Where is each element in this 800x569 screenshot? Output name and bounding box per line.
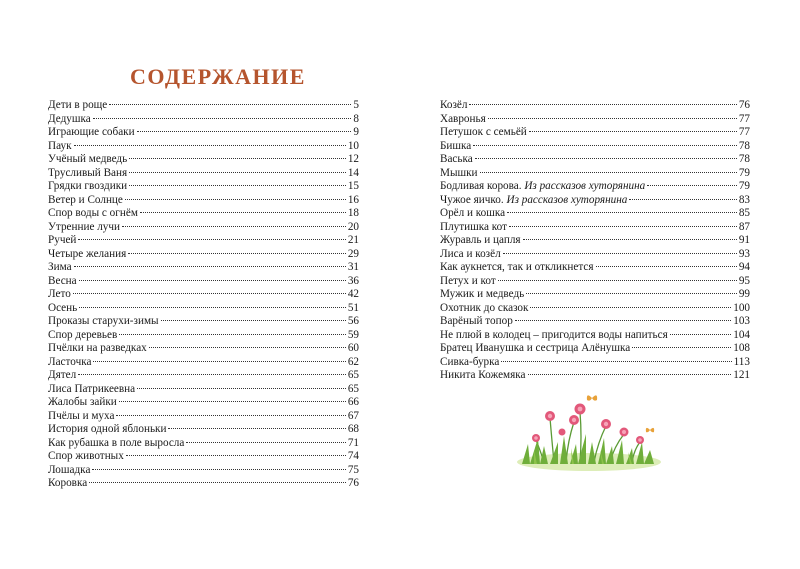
toc-column-left: [48, 99, 359, 491]
toc-entry-title: Трусливый Ваня: [48, 166, 128, 179]
toc-entry-title: Грядки гвоздики: [48, 180, 128, 192]
dot-leader: [129, 172, 346, 173]
toc-entry: [48, 248, 359, 262]
toc-entry-page: 14: [347, 166, 359, 179]
toc-entry-page: 60: [347, 342, 359, 354]
toc-entry-page: 66: [347, 396, 359, 408]
toc-entry-subtitle: Из рассказов хуторянина: [506, 193, 628, 206]
toc-entry: [440, 369, 750, 383]
toc-entry-title: Зима: [48, 261, 72, 273]
toc-entry: [48, 153, 359, 167]
toc-entry-title: Лето: [48, 288, 71, 300]
toc-entry-page: 65: [347, 382, 359, 395]
toc-entry-title: Лиса и козёл: [440, 247, 501, 260]
dot-leader: [498, 280, 737, 281]
toc-entry: [440, 261, 750, 275]
dot-leader: [503, 253, 737, 254]
dot-leader: [137, 388, 346, 389]
toc-entry-title: Ветер и Солнце: [48, 193, 123, 206]
dot-leader: [116, 415, 345, 416]
toc-entry: [440, 356, 750, 370]
toc-entry: [48, 221, 359, 235]
dot-leader: [528, 374, 732, 375]
toc-entry: [48, 167, 359, 181]
toc-entry-page: 8: [353, 112, 359, 125]
dot-leader: [140, 212, 346, 213]
toc-entry: [440, 288, 750, 302]
toc-entry: [440, 153, 750, 167]
dot-leader: [89, 482, 346, 483]
toc-entry-title: Бишка: [440, 139, 472, 152]
toc-entry: [48, 369, 359, 383]
dot-leader: [126, 455, 346, 456]
toc-entry-title: Дети в роще: [48, 99, 108, 111]
dot-leader: [480, 172, 737, 173]
toc-entry-title: Петушок с семьёй: [440, 126, 527, 138]
toc-entry: [440, 329, 750, 343]
toc-entry: [48, 396, 359, 410]
toc-entry: [440, 180, 750, 194]
toc-entry-page: 99: [738, 288, 750, 300]
toc-entry-title: Петух и кот: [440, 274, 496, 287]
toc-entry-title: Варёный топор: [440, 315, 513, 327]
toc-entry-page: 65: [347, 369, 359, 381]
toc-entry: [48, 261, 359, 275]
toc-entry-title: Сивка-бурка: [440, 355, 500, 368]
toc-entry-page: 76: [738, 99, 750, 111]
toc-entry-page: 77: [738, 112, 750, 125]
dot-leader: [129, 185, 346, 186]
dot-leader: [526, 293, 737, 294]
toc-entry: [440, 207, 750, 221]
toc-entry-page: 85: [738, 207, 750, 219]
toc-entry-page: 121: [733, 369, 750, 381]
toc-entry: [440, 248, 750, 262]
toc-entry-page: 67: [347, 409, 359, 422]
toc-entry-page: 9: [353, 126, 359, 138]
toc-entry: [440, 126, 750, 140]
toc-entry-title: Мышки: [440, 166, 478, 179]
toc-entry-page: 56: [347, 315, 359, 327]
toc-entry-page: 42: [347, 288, 359, 300]
toc-entry-page: 93: [738, 247, 750, 260]
flower-meadow-illustration: [514, 392, 664, 472]
dot-leader: [119, 334, 346, 335]
toc-entry-page: 20: [347, 220, 359, 233]
toc-entry: [440, 113, 750, 127]
toc-entry: [48, 410, 359, 424]
toc-entry-page: 79: [738, 180, 750, 192]
dot-leader: [596, 266, 737, 267]
toc-entry: [48, 315, 359, 329]
toc-entry-title: Лиса Патрикеевна: [48, 382, 136, 395]
toc-entry: [440, 275, 750, 289]
dot-leader: [168, 428, 345, 429]
toc-entry-title: Четыре желания: [48, 247, 127, 260]
dot-leader: [647, 185, 737, 186]
dot-leader: [73, 293, 346, 294]
toc-entry-title: Спор животных: [48, 450, 124, 462]
toc-entry-page: 113: [733, 355, 750, 368]
toc-entry-title: Бодливая корова. Из рассказов хуторянина: [440, 180, 646, 192]
dot-leader: [509, 226, 737, 227]
toc-entry-title: Весна: [48, 274, 77, 287]
toc-entry: [48, 126, 359, 140]
dot-leader: [109, 104, 351, 105]
toc-entry-page: 91: [738, 234, 750, 246]
toc-entry: [48, 288, 359, 302]
toc-entry: [48, 113, 359, 127]
toc-entry-page: 95: [738, 274, 750, 287]
toc-entry-page: 68: [347, 423, 359, 435]
toc-entry-page: 83: [738, 193, 750, 206]
toc-entry-title: Мужик и медведь: [440, 288, 525, 300]
toc-entry-title: Пчёлы и муха: [48, 409, 115, 422]
toc-entry-page: 59: [347, 328, 359, 341]
dot-leader: [488, 118, 737, 119]
page-title: СОДЕРЖАНИЕ: [130, 64, 306, 89]
dot-leader: [125, 199, 346, 200]
dot-leader: [74, 266, 346, 267]
dot-leader: [161, 320, 346, 321]
toc-entry: [440, 221, 750, 235]
toc-entry-title: Паук: [48, 139, 72, 152]
dot-leader: [632, 347, 731, 348]
dot-leader: [507, 212, 737, 213]
toc-entry-title: Козёл: [440, 99, 468, 111]
toc-entry-title: Спор деревьев: [48, 328, 118, 341]
toc-entry-title: Не плюй в колодец – пригодится воды напиться: [440, 328, 668, 341]
toc-entry-title: Никита Кожемяка: [440, 369, 526, 381]
dot-leader: [469, 104, 736, 105]
dot-leader: [530, 307, 731, 308]
toc-entry-page: 108: [733, 342, 750, 354]
toc-entry-page: 76: [347, 477, 359, 489]
toc-entry-title: Учёный медведь: [48, 153, 128, 165]
toc-entry-page: 15: [347, 180, 359, 192]
toc-entry-page: 71: [347, 436, 359, 449]
dot-leader: [79, 280, 346, 281]
dot-leader: [128, 253, 346, 254]
toc-entry-page: 104: [733, 328, 750, 341]
toc-entry-title: Братец Иванушка и сестрица Алёнушка: [440, 342, 631, 354]
toc-entry: [48, 234, 359, 248]
dot-leader: [119, 401, 346, 402]
toc-column-right: [440, 99, 750, 383]
toc-entry: [48, 99, 359, 113]
toc-entry-subtitle: Из рассказов хуторянина: [524, 180, 646, 192]
toc-entry: [440, 140, 750, 154]
toc-entry-title: Васька: [440, 153, 473, 165]
flower-icon: [532, 404, 644, 445]
toc-entry-title: История одной яблоньки: [48, 423, 167, 435]
toc-entry-page: 78: [738, 153, 750, 165]
toc-entry-page: 18: [347, 207, 359, 219]
toc-entry: [48, 477, 359, 491]
toc-entry-page: 94: [738, 261, 750, 273]
toc-entry: [48, 275, 359, 289]
dot-leader: [129, 158, 346, 159]
toc-entry: [440, 234, 750, 248]
toc-entry-page: 21: [347, 234, 359, 246]
toc-entry: [440, 302, 750, 316]
toc-entry-title: Ласточка: [48, 355, 92, 368]
toc-entry-title: Играющие собаки: [48, 126, 135, 138]
dot-leader: [149, 347, 346, 348]
dot-leader: [629, 199, 736, 200]
toc-entry-page: 78: [738, 139, 750, 152]
dot-leader: [93, 118, 352, 119]
toc-entry: [440, 167, 750, 181]
dot-leader: [92, 469, 345, 470]
toc-entry: [48, 302, 359, 316]
dot-leader: [79, 307, 346, 308]
toc-entry: [440, 99, 750, 113]
dot-leader: [74, 145, 346, 146]
toc-entry-page: 77: [738, 126, 750, 138]
toc-entry-title: Спор воды с огнём: [48, 207, 138, 219]
dot-leader: [186, 442, 345, 443]
toc-entry: [48, 140, 359, 154]
toc-entry-title: Как рубашка в поле выросла: [48, 436, 185, 449]
dot-leader: [78, 374, 346, 375]
butterfly-icon: [587, 395, 654, 432]
toc-entry-title: Ручей: [48, 234, 77, 246]
dot-leader: [523, 239, 737, 240]
toc-entry: [48, 329, 359, 343]
toc-entry: [48, 383, 359, 397]
toc-entry-page: 87: [738, 220, 750, 233]
toc-entry: [48, 437, 359, 451]
dot-leader: [473, 145, 737, 146]
dot-leader: [515, 320, 731, 321]
toc-entry-page: 29: [347, 247, 359, 260]
toc-entry: [48, 464, 359, 478]
toc-entry-title: Проказы старухи-зимы: [48, 315, 159, 327]
toc-entry-page: 103: [733, 315, 750, 327]
toc-entry-page: 74: [347, 450, 359, 462]
toc-entry: [48, 207, 359, 221]
toc-entry-title: Осень: [48, 301, 78, 314]
dot-leader: [93, 361, 345, 362]
toc-entry: [48, 342, 359, 356]
toc-entry-page: 75: [347, 463, 359, 476]
toc-entry-title: Плутишка кот: [440, 220, 507, 233]
toc-entry-page: 12: [347, 153, 359, 165]
toc-entry-title: Утренние лучи: [48, 220, 121, 233]
toc-entry-title: Журавль и цапля: [440, 234, 521, 246]
toc-entry-page: 51: [347, 301, 359, 314]
toc-entry-title: Дятел: [48, 369, 77, 381]
toc-entry-page: 100: [733, 301, 750, 314]
toc-entry: [48, 356, 359, 370]
toc-entry-title: Орёл и кошка: [440, 207, 506, 219]
toc-entry-page: 10: [347, 139, 359, 152]
toc-entry-title: Жалобы зайки: [48, 396, 117, 408]
dot-leader: [475, 158, 737, 159]
toc-entry: [440, 315, 750, 329]
dot-leader: [501, 361, 731, 362]
toc-entry-title: Как аукнется, так и откликнется: [440, 261, 594, 273]
dot-leader: [529, 131, 737, 132]
dot-leader: [670, 334, 731, 335]
toc-entry-title: Хавронья: [440, 112, 486, 125]
dot-leader: [78, 239, 345, 240]
toc-entry-title: Лошадка: [48, 463, 91, 476]
toc-entry: [440, 194, 750, 208]
toc-entry-title: Чужое яичко. Из рассказов хуторянина: [440, 193, 628, 206]
toc-entry: [48, 450, 359, 464]
toc-entry-page: 62: [347, 355, 359, 368]
toc-entry-page: 31: [347, 261, 359, 273]
toc-entry-title: Охотник до сказок: [440, 301, 529, 314]
toc-entry-page: 5: [353, 99, 359, 111]
toc-entry: [440, 342, 750, 356]
toc-entry-page: 36: [347, 274, 359, 287]
toc-entry: [48, 194, 359, 208]
toc-entry-title: Коровка: [48, 477, 88, 489]
toc-entry-page: 79: [738, 166, 750, 179]
toc-entry-page: 16: [347, 193, 359, 206]
dot-leader: [137, 131, 352, 132]
toc-entry: [48, 423, 359, 437]
toc-entry-title: Дедушка: [48, 112, 91, 125]
toc-entry: [48, 180, 359, 194]
dot-leader: [122, 226, 346, 227]
toc-entry-title: Пчёлки на разведках: [48, 342, 147, 354]
